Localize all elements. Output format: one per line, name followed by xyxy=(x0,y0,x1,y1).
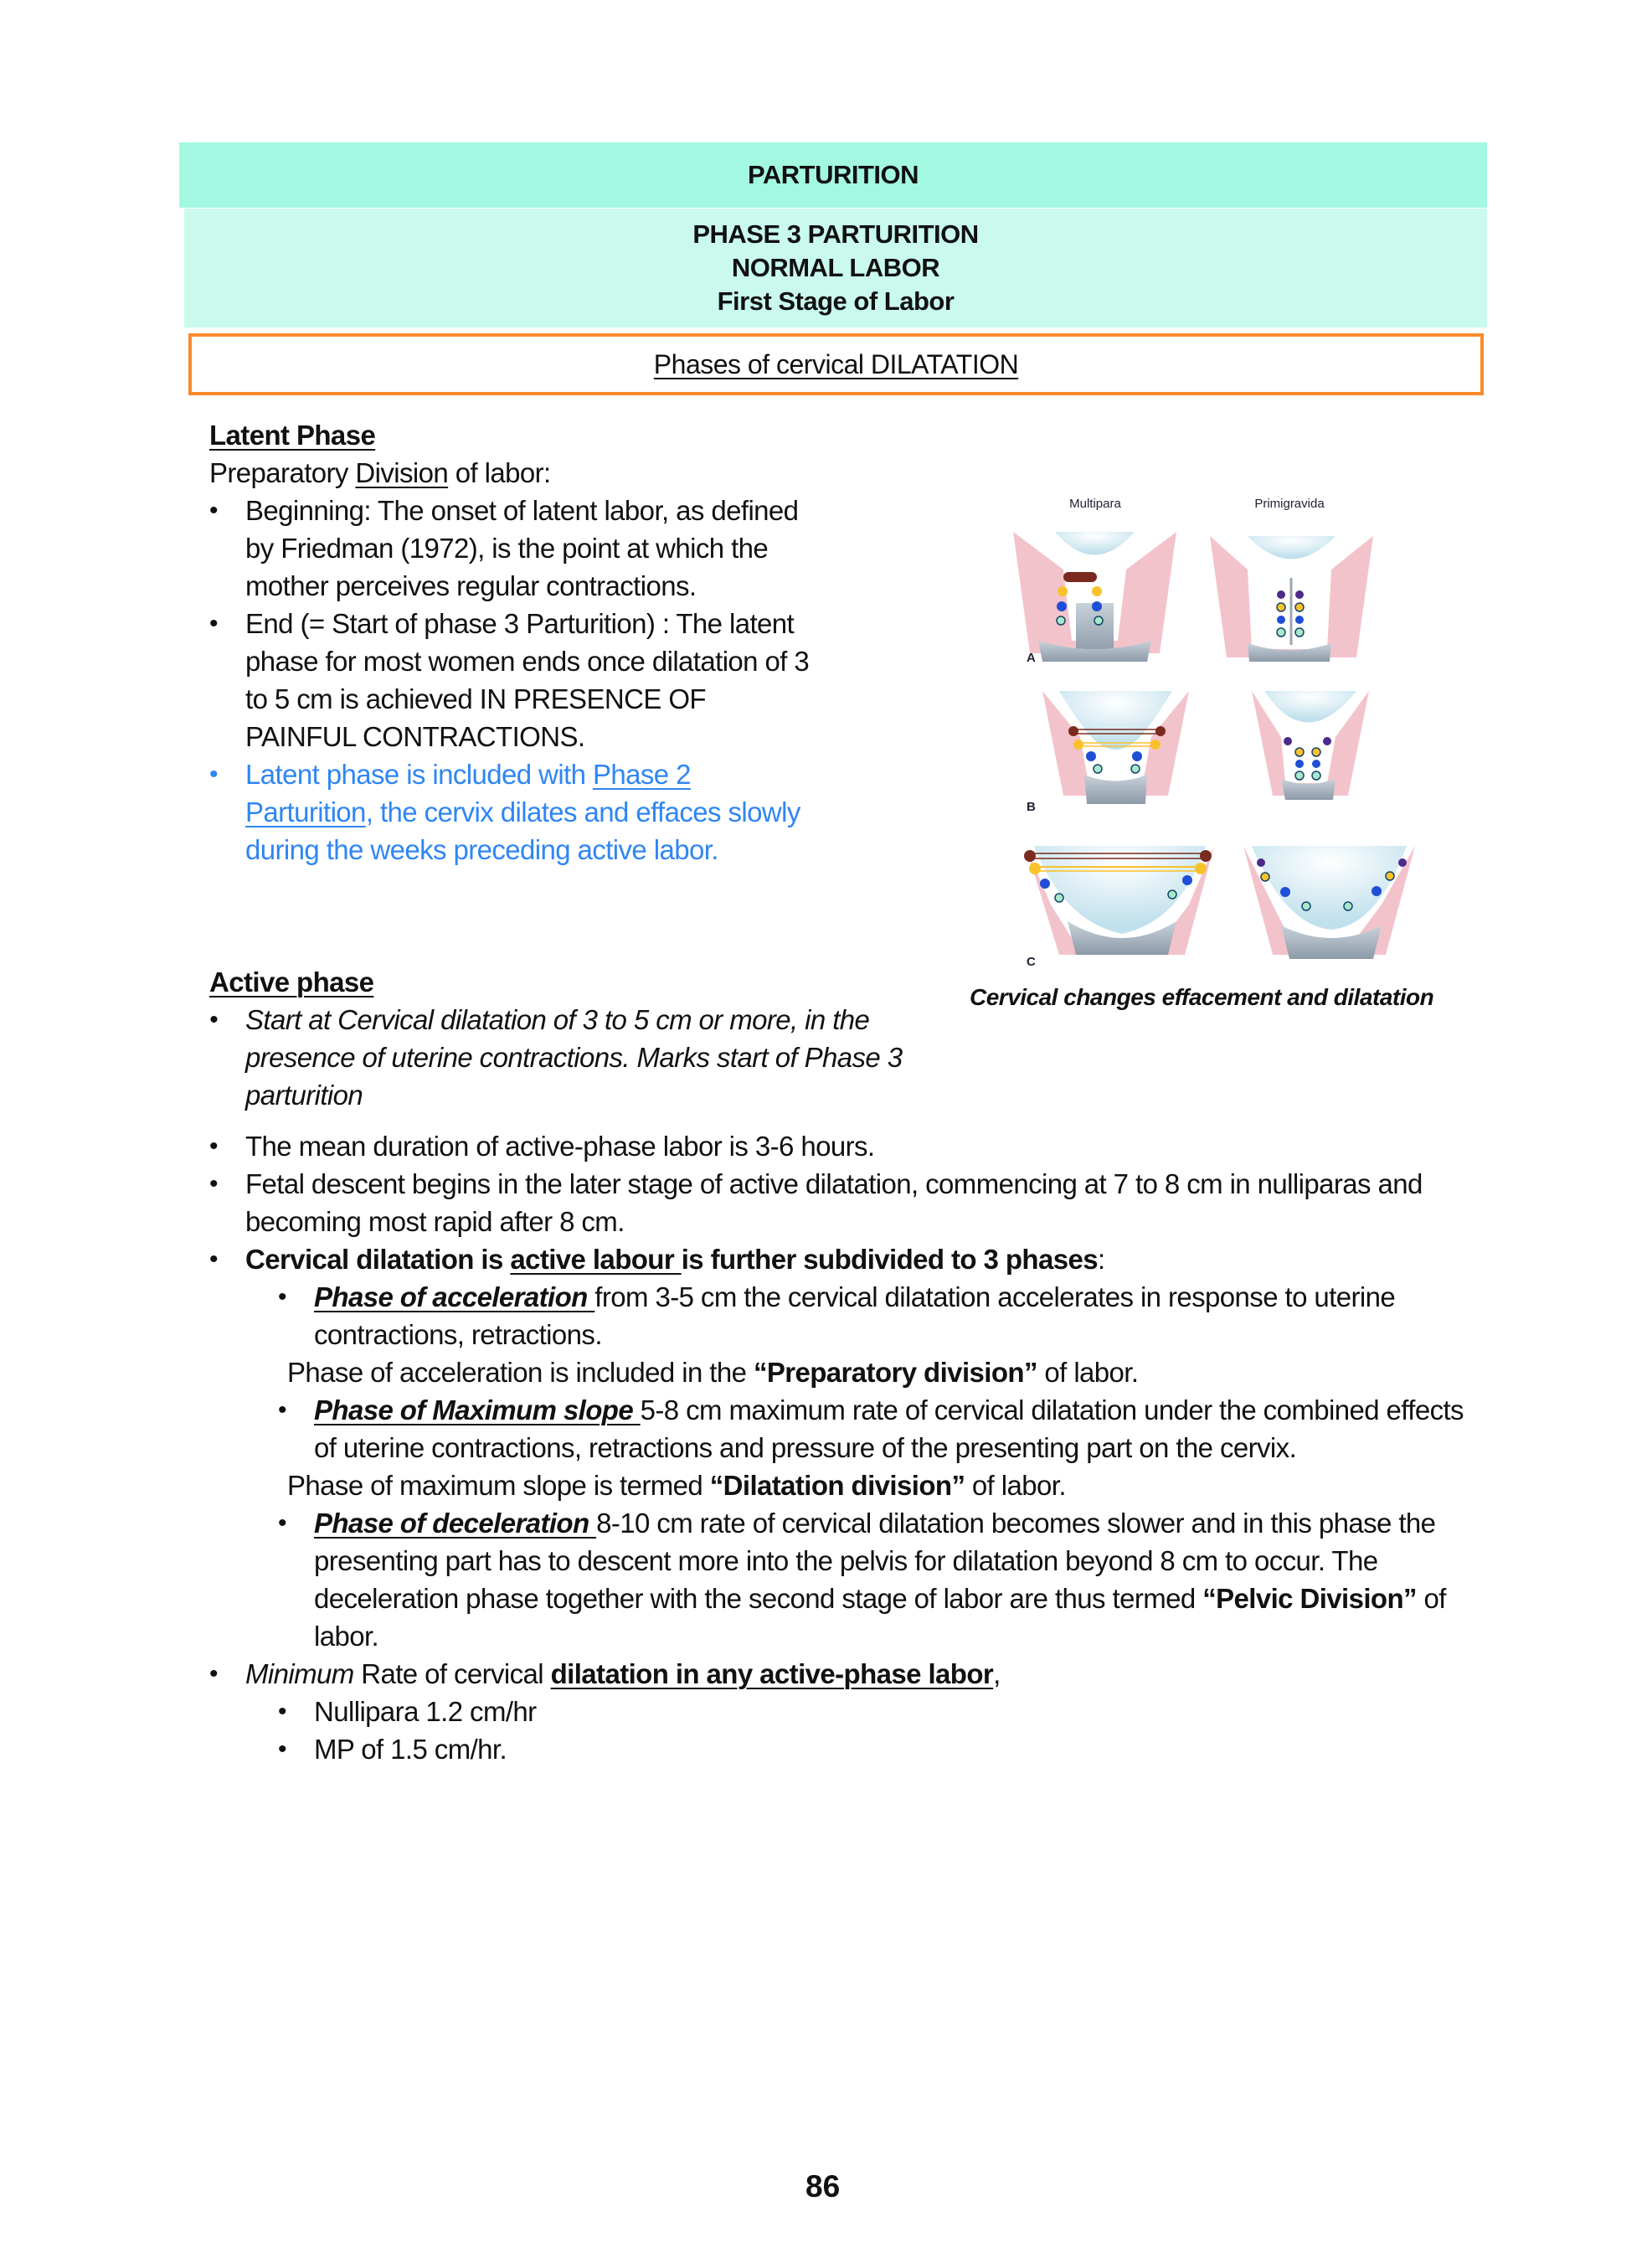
list-item: • Start at Cervical dilatation of 3 to 5 cm or more, in the presence of uterine contractions. Marks start of Phase 3 parturition xyxy=(209,1001,946,1114)
phase-list xyxy=(278,1504,1465,1655)
page-number: 86 xyxy=(805,2169,841,2204)
active-phase-section xyxy=(209,963,946,1114)
rate-item-nullipara: • Nullipara 1.2 cm/hr xyxy=(278,1693,1465,1730)
phase-list xyxy=(278,1278,1465,1353)
phase-item-deceleration: • Phase of deceleration 8-10 cm rate of cervical dilatation becomes slower and in this phase the presenting part has to descent more into the pelvis for dilatation beyond 8 cm to occur. The deceleration phase together with the second stage of labor are thus termed “Pelvic Division” of labor. xyxy=(278,1504,1465,1655)
active-labour-term: active labour xyxy=(510,1244,682,1275)
row-label-c: C xyxy=(1027,955,1036,969)
phase-note-acceleration: Phase of acceleration is included in the “Preparatory division” of labor. xyxy=(287,1357,1139,1388)
diagram-a-multipara xyxy=(1013,532,1176,662)
latent-bullets xyxy=(209,492,821,869)
phase-item-acceleration: • Phase of acceleration from 3-5 cm the cervical dilatation accelerates in response to uterine contractions, retractions. xyxy=(278,1278,1465,1353)
latent-heading: Latent Phase xyxy=(209,420,376,451)
subtitle-line: PHASE 3 PARTURITION xyxy=(692,219,979,249)
list-item: • Fetal descent begins in the later stage of active dilatation, commencing at 7 to 8 cm in nulliparas and becoming most rapid after 8 cm. xyxy=(209,1165,1465,1240)
list-item: • Beginning: The onset of latent labor, as defined by Friedman (1972), is the point at which the mother perceives regular contractions. xyxy=(209,492,821,605)
rate-item-multipara: • MP of 1.5 cm/hr. xyxy=(278,1730,1465,1768)
section-title-box xyxy=(188,333,1484,395)
chapter-title-band xyxy=(179,142,1487,208)
division-term: Division xyxy=(355,457,449,488)
section-title: Phases of cervical DILATATION xyxy=(653,348,1019,379)
list-item-highlight: • Latent phase is included with Phase 2 Parturition, the cervix dilates and effaces slowly during the weeks preceding active labor. xyxy=(209,755,821,869)
row-label-b: B xyxy=(1027,800,1036,814)
row-label-a: A xyxy=(1027,651,1036,665)
subtitle-line: First Stage of Labor xyxy=(717,286,955,316)
subtitle-line: NORMAL LABOR xyxy=(731,253,940,282)
latent-intro: Preparatory Division of labor: xyxy=(209,457,551,488)
chapter-title: PARTURITION xyxy=(747,160,919,189)
subtitle-band xyxy=(184,209,1487,327)
phase-item-maximum-slope: • Phase of Maximum slope 5-8 cm maximum rate of cervical dilatation under the combined effects of uterine contractions, retractions and pressure of the presenting part on the cervix. xyxy=(278,1391,1465,1467)
minimum-rate-list xyxy=(209,1655,1465,1693)
diagram-a-primigravida xyxy=(1210,536,1373,662)
diagram-b-primigravida xyxy=(1252,691,1369,800)
figure-caption: Cervical changes effacement and dilatation xyxy=(970,984,1434,1010)
latent-phase-section xyxy=(209,416,821,869)
phase-list xyxy=(278,1391,1465,1467)
active-start-list xyxy=(209,1001,946,1114)
col-label-primigravida: Primigravida xyxy=(1254,497,1325,511)
phase-note-maximum-slope: Phase of maximum slope is termed “Dilatation division” of labor. xyxy=(287,1470,1066,1501)
list-item: • Minimum Rate of cervical dilatation in any active-phase labor, xyxy=(209,1655,1465,1693)
col-label-multipara: Multipara xyxy=(1069,497,1121,511)
diagram-b-multipara xyxy=(1042,691,1189,804)
active-heading: Active phase xyxy=(209,967,374,997)
rate-list xyxy=(278,1693,1465,1768)
diagram-c-primigravida xyxy=(1243,846,1415,959)
list-item: • The mean duration of active-phase labor is 3-6 hours. xyxy=(209,1127,1465,1165)
list-item: • End (= Start of phase 3 Parturition) : The latent phase for most women ends once dilatation of 3 to 5 cm is achieved IN PRESENCE OF PAINFUL CONTRACTIONS. xyxy=(209,605,821,755)
active-phase-details xyxy=(209,1127,1465,1768)
phase2-link[interactable]: Phase 2 Parturition xyxy=(245,759,691,827)
list-item: • Cervical dilatation is active labour is further subdivided to 3 phases: xyxy=(209,1240,1465,1278)
cervix-diagram xyxy=(996,486,1465,972)
active-bullets xyxy=(209,1127,1465,1278)
diagram-c-multipara xyxy=(1024,846,1214,955)
